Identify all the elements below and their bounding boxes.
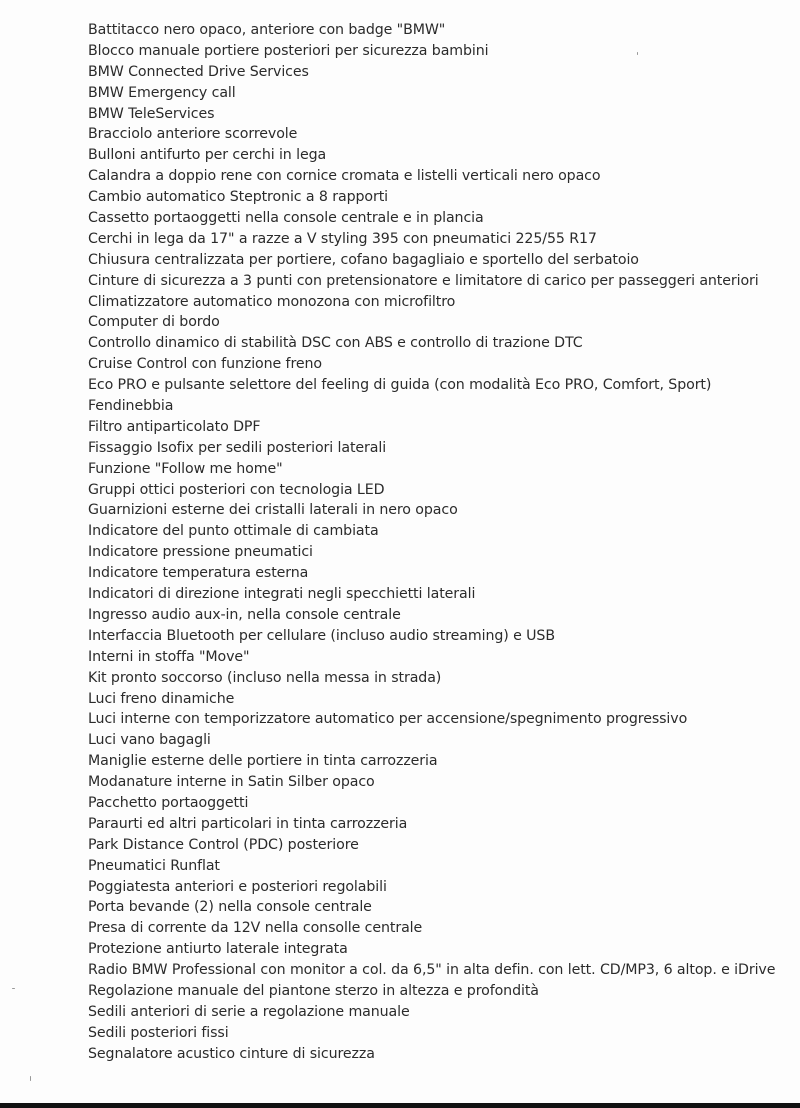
list-item: Guarnizioni esterne dei cristalli laterali in nero opaco [88, 502, 458, 519]
list-item: Fissaggio Isofix per sedili posteriori laterali [88, 439, 387, 456]
list-item: Modanature interne in Satin Silber opaco [88, 774, 375, 791]
list-item: Porta bevande (2) nella console centrale [88, 899, 372, 916]
list-item: Luci freno dinamiche [88, 690, 235, 707]
list-item: Park Distance Control (PDC) posteriore [88, 836, 359, 853]
list-item: Chiusura centralizzata per portiere, cofano bagagliaio e sportello del serbatoio [88, 251, 639, 268]
list-item: Radio BMW Professional con monitor a col. da 6,5" in alta defin. con lett. CD/MP3, 6 altop. e iDrive [88, 962, 776, 979]
scan-border [0, 1103, 800, 1108]
list-item: Sedili posteriori fissi [88, 1024, 229, 1041]
list-item: Paraurti ed altri particolari in tinta carrozzeria [88, 815, 408, 832]
scan-speck [637, 52, 638, 55]
scan-speck [30, 1076, 31, 1081]
list-item: Fendinebbia [88, 398, 174, 415]
list-item: Protezione antiurto laterale integrata [88, 941, 348, 958]
list-item: Ingresso audio aux-in, nella console centrale [88, 606, 401, 623]
equipment-list [88, 20, 794, 1065]
list-item: Kit pronto soccorso (incluso nella messa in strada) [88, 669, 442, 686]
list-item: Maniglie esterne delle portiere in tinta carrozzeria [88, 753, 438, 770]
scan-speck [12, 988, 15, 989]
list-item: Funzione "Follow me home" [88, 460, 283, 477]
list-item: Pneumatici Runflat [88, 857, 220, 874]
list-item: Blocco manuale portiere posteriori per sicurezza bambini [88, 42, 489, 59]
list-item: Gruppi ottici posteriori con tecnologia LED [88, 481, 385, 498]
list-item: Interfaccia Bluetooth per cellulare (incluso audio streaming) e USB [88, 627, 555, 644]
list-item: Controllo dinamico di stabilità DSC con ABS e controllo di trazione DTC [88, 335, 583, 352]
list-item: Luci vano bagagli [88, 732, 211, 749]
list-item: Indicatore temperatura esterna [88, 565, 309, 582]
list-item: Filtro antiparticolato DPF [88, 418, 261, 435]
list-item: Interni in stoffa "Move" [88, 648, 250, 665]
list-item: Cassetto portaoggetti nella console centrale e in plancia [88, 210, 484, 227]
list-item: Battitacco nero opaco, anteriore con badge "BMW" [88, 22, 446, 38]
list-item: BMW TeleServices [88, 105, 215, 122]
list-item: Indicatore del punto ottimale di cambiata [88, 523, 379, 540]
list-item: Pacchetto portaoggetti [88, 794, 249, 811]
list-item: BMW Emergency call [88, 84, 236, 101]
list-item: Presa di corrente da 12V nella consolle centrale [88, 920, 423, 937]
list-item: Bracciolo anteriore scorrevole [88, 126, 298, 143]
list-item: Eco PRO e pulsante selettore del feeling di guida (con modalità Eco PRO, Comfort, Sport) [88, 377, 712, 394]
list-item: Poggiatesta anteriori e posteriori regolabili [88, 878, 387, 895]
list-item: Indicatori di direzione integrati negli specchietti laterali [88, 586, 476, 603]
list-item: BMW Connected Drive Services [88, 63, 309, 80]
list-item: Cinture di sicurezza a 3 punti con pretensionatore e limitatore di carico per passeggeri anteriori [88, 272, 759, 289]
list-item: Regolazione manuale del piantone sterzo in altezza e profondità [88, 982, 539, 999]
list-item: Calandra a doppio rene con cornice cromata e listelli verticali nero opaco [88, 168, 601, 185]
list-item: Cerchi in lega da 17" a razze a V styling 395 con pneumatici 225/55 R17 [88, 230, 597, 247]
list-item: Bulloni antifurto per cerchi in lega [88, 147, 327, 164]
list-item: Cruise Control con funzione freno [88, 356, 322, 373]
list-item: Sedili anteriori di serie a regolazione manuale [88, 1003, 410, 1020]
list-item: Indicatore pressione pneumatici [88, 544, 313, 561]
list-item: Cambio automatico Steptronic a 8 rapporti [88, 189, 389, 206]
list-item: Luci interne con temporizzatore automatico per accensione/spegnimento progressivo [88, 711, 688, 728]
list-item: Segnalatore acustico cinture di sicurezza [88, 1045, 375, 1062]
list-item: Climatizzatore automatico monozona con microfiltro [88, 293, 456, 310]
list-item: Computer di bordo [88, 314, 220, 331]
